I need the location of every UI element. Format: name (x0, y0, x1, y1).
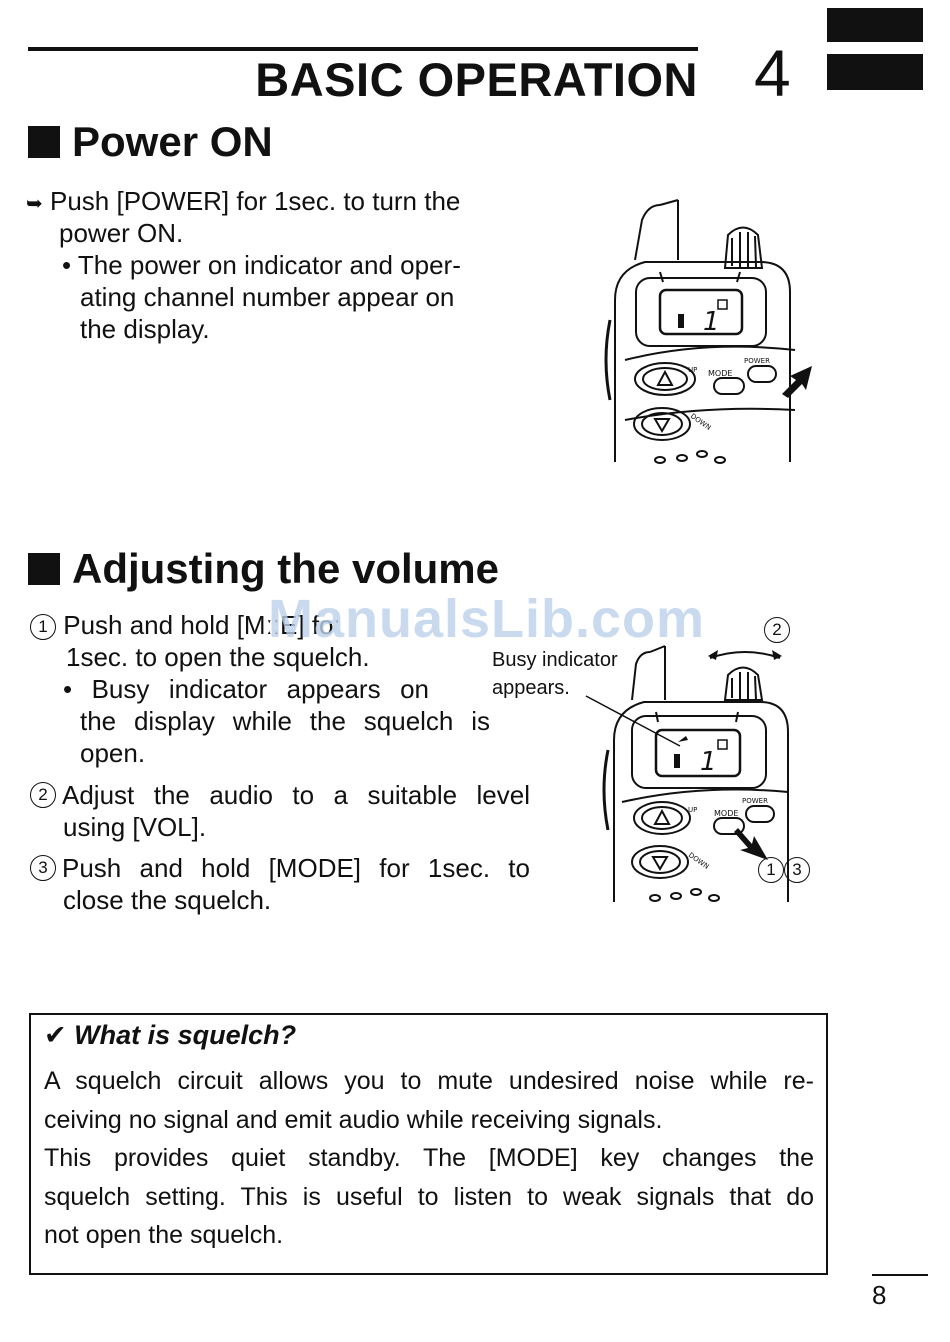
step-marker-1: 1 (30, 614, 56, 640)
note-line-4: squelch setting. This is useful to listen to weak signals that do (44, 1182, 814, 1211)
power-on-instruction-cont: power ON. (59, 218, 184, 248)
volume-step-1-cont: 1sec. to open the squelch. (66, 642, 370, 672)
busy-indicator-label-cont: appears. (492, 677, 570, 699)
note-line-1: A squelch circuit allows you to mute undesired noise while re- (44, 1067, 814, 1095)
volume-step-2: 2 Adjust the audio to a suitable level (30, 779, 530, 811)
figure-marker-press: 1 3 (758, 857, 810, 883)
thumb-tab-bottom (827, 54, 923, 90)
press-arrow-icon (734, 828, 768, 860)
arrow-bullet-icon: ➥ (26, 193, 43, 215)
chapter-title: BASIC OPERATION (255, 53, 698, 106)
up-key-label: UP (688, 806, 698, 814)
section-heading-volume: Adjusting the volume (28, 545, 499, 593)
volume-step-1: 1 Push and hold [MːːE] foˑ (30, 609, 341, 641)
checkmark-icon: ✔ (44, 1020, 67, 1050)
volume-step-3: 3 Push and hold [MODE] for 1sec. to (30, 852, 530, 884)
step-marker-3: 3 (30, 855, 56, 881)
volume-step-1-bullet-cont: the display while the squelch is (80, 706, 490, 736)
page-number-rule (872, 1274, 928, 1276)
volume-step-1-bullet-cont2: open. (80, 738, 146, 768)
page-number: 8 (872, 1280, 887, 1310)
step-marker-2: 2 (30, 782, 56, 808)
power-on-bullet-cont: ating channel number appear on (80, 282, 455, 312)
heading-square-icon (28, 553, 60, 585)
radio-illustration-volume (580, 630, 820, 910)
heading-square-icon (28, 126, 60, 158)
busy-indicator-icon (674, 754, 680, 768)
down-key-label: DOWN (686, 851, 711, 871)
note-body (44, 1062, 814, 1255)
display-channel-number: 1 (703, 307, 720, 337)
mode-key-label: MODE (714, 809, 739, 818)
power-on-bullet: • The power on indicator and oper- (62, 250, 461, 280)
watermark: ManualsLib.com (268, 589, 706, 649)
display-channel-number: 1 (700, 747, 717, 777)
thumb-tab-top (827, 8, 923, 42)
power-key-label: POWER (742, 797, 768, 805)
volume-step-3-cont: close the squelch. (63, 885, 272, 915)
radio-illustration-power (590, 190, 820, 470)
down-key-label: DOWN (688, 412, 713, 432)
power-on-instruction: ➥ Push [POWER] for 1sec. to turn the (26, 186, 461, 216)
note-line-3: This provides quiet standby. The [MODE] key changes the (44, 1144, 814, 1172)
busy-indicator-label: Busy indicator (492, 649, 618, 671)
note-line-2: ceiving no signal and emit audio while receiving signals. (44, 1105, 663, 1134)
header-rule (28, 47, 698, 51)
up-key-label: UP (688, 366, 698, 374)
note-title: ✔ What is squelch? (44, 1020, 297, 1050)
press-arrow-icon (782, 366, 812, 398)
power-on-bullet-cont2: the display. (80, 314, 210, 344)
volume-step-1-bullet: • Busy indicator appears on (63, 674, 429, 704)
figure-marker-rotate: 2 (764, 617, 790, 643)
section-heading-power-on: Power ON (28, 118, 273, 166)
volume-step-2-cont: using [VOL]. (63, 812, 207, 842)
chapter-number: 4 (754, 36, 791, 110)
power-key-label: POWER (744, 357, 770, 365)
mode-key-label: MODE (708, 369, 733, 378)
note-line-5: not open the squelch. (44, 1221, 284, 1249)
